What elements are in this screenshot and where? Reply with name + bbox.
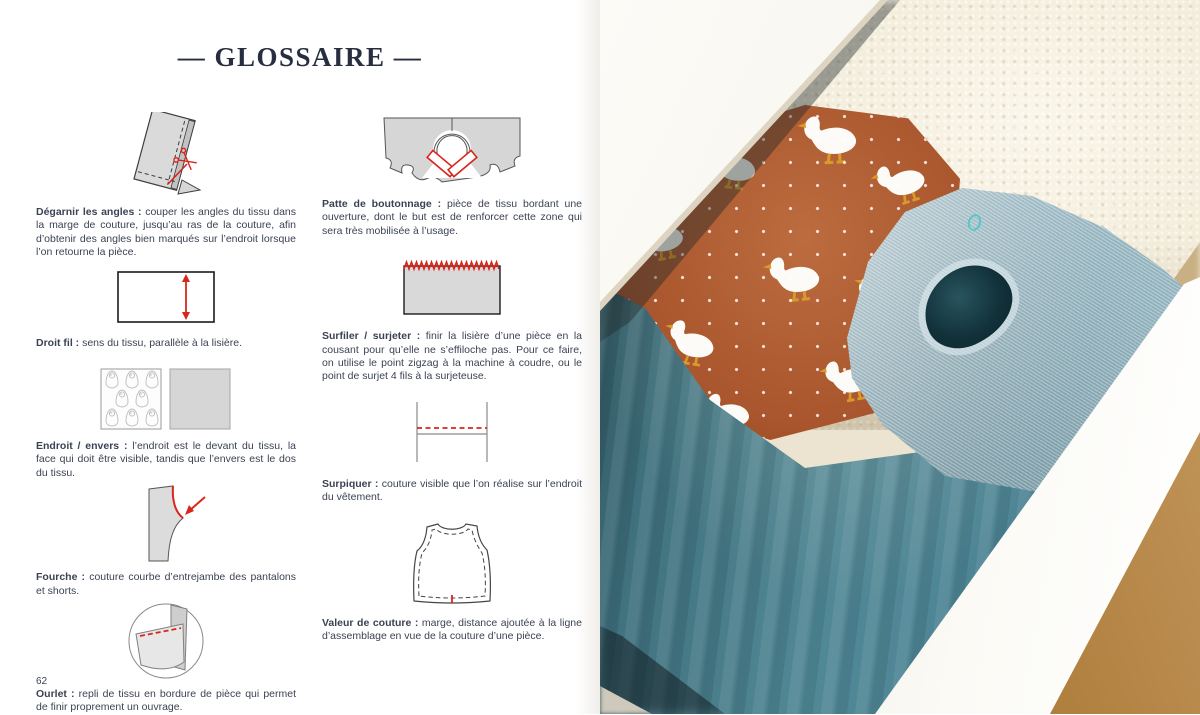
entry-droit-fil <box>36 270 296 350</box>
term-droit-fil: Droit fil : <box>36 336 80 349</box>
right-side-wrong-side-illustration <box>36 368 296 432</box>
zigzag-edge-icon <box>402 260 502 316</box>
fabric-sides-icon <box>100 368 232 432</box>
term-valeur: Valeur de couture : <box>322 616 419 629</box>
placket-icon <box>382 116 522 188</box>
topstitch-illustration <box>322 402 582 464</box>
pant-leg-icon <box>121 484 211 564</box>
term-degarnir: Dégarnir les angles : <box>36 206 142 218</box>
corner-trim-illustration <box>36 116 296 196</box>
topstitch-icon <box>397 400 507 464</box>
term-patte: Patte de boutonnage : <box>322 198 442 210</box>
definition-endroit-envers: Endroit / envers : l’endroit est le devant du tissu, la face qui doit être visible, tandis que l’envers est le dos du tissu. <box>36 440 297 479</box>
grainline-illustration <box>36 270 296 324</box>
grainline-icon <box>116 270 216 324</box>
page-title: — GLOSSAIRE — <box>177 42 423 72</box>
definition-degarnir: Dégarnir les angles : couper les angles du tissu dans la marge de couture, jusqu’au ras de la couture, afin d’obtenir des angles bien marqués sur l’endroit lorsque l’on retourne la pièce. <box>36 206 297 259</box>
definition-ourlet: Ourlet : repli de tissu en bordure de pièce qui permet de finir proprement un ouvrage. <box>36 688 296 714</box>
definition-droit-fil: Droit fil : sens du tissu, parallèle à la lisière. <box>36 336 243 349</box>
term-endroit-envers: Endroit / envers : <box>36 440 128 453</box>
definition-patte: Patte de boutonnage : pièce de tissu bordant une ouverture, dont le but est de renforcer cette zone qui sera très mobilisée à l’usage. <box>322 198 582 237</box>
term-ourlet: Ourlet : <box>36 688 75 701</box>
definition-surpiquer: Surpiquer : couture visible que l’on réalise sur l’endroit du vêtement. <box>322 477 582 504</box>
hem-icon <box>127 602 205 680</box>
entry-fourche <box>36 486 296 598</box>
glossary-page <box>0 0 600 714</box>
entry-endroit-envers <box>36 368 296 480</box>
glossary-right-column <box>322 116 582 715</box>
term-fourche: Fourche : <box>36 571 86 584</box>
glossary-left-column <box>36 116 296 715</box>
term-surpiquer: Surpiquer : <box>322 477 379 490</box>
glossary-columns <box>36 116 582 715</box>
hem-illustration <box>36 606 296 680</box>
definition-valeur: Valeur de couture : marge, distance ajoutée à la ligne d’assemblage en vue de la couture d’une pièce. <box>322 616 582 643</box>
definition-surfiler: Surfiler / surjeter : finir la lisière d’une pièce en la cousant pour qu’elle ne s’effiloche pas. Pour ce faire, on utilise le point zigzag à la machine à coudre, ou le point de surjet 4 fils à la surjeteuse. <box>322 330 582 383</box>
overlock-illustration <box>322 260 582 316</box>
term-surfiler: Surfiler / surjeter : <box>322 330 421 343</box>
page-number: 62 <box>36 676 48 687</box>
crotch-seam-illustration <box>36 486 296 564</box>
corner-trim-icon <box>110 112 222 196</box>
definition-fourche: Fourche : couture courbe d’entrejambe des pantalons et shorts. <box>36 571 296 597</box>
bodice-icon <box>400 517 504 609</box>
entry-degarnir <box>36 116 296 260</box>
drawer-photo <box>600 0 1200 714</box>
button-placket-illustration <box>322 116 582 188</box>
entry-valeur <box>322 517 582 644</box>
entry-surpiquer <box>322 402 582 505</box>
seam-allowance-illustration <box>322 517 582 609</box>
entry-surfiler <box>322 260 582 384</box>
entry-ourlet <box>36 606 296 715</box>
entry-patte <box>322 116 582 238</box>
